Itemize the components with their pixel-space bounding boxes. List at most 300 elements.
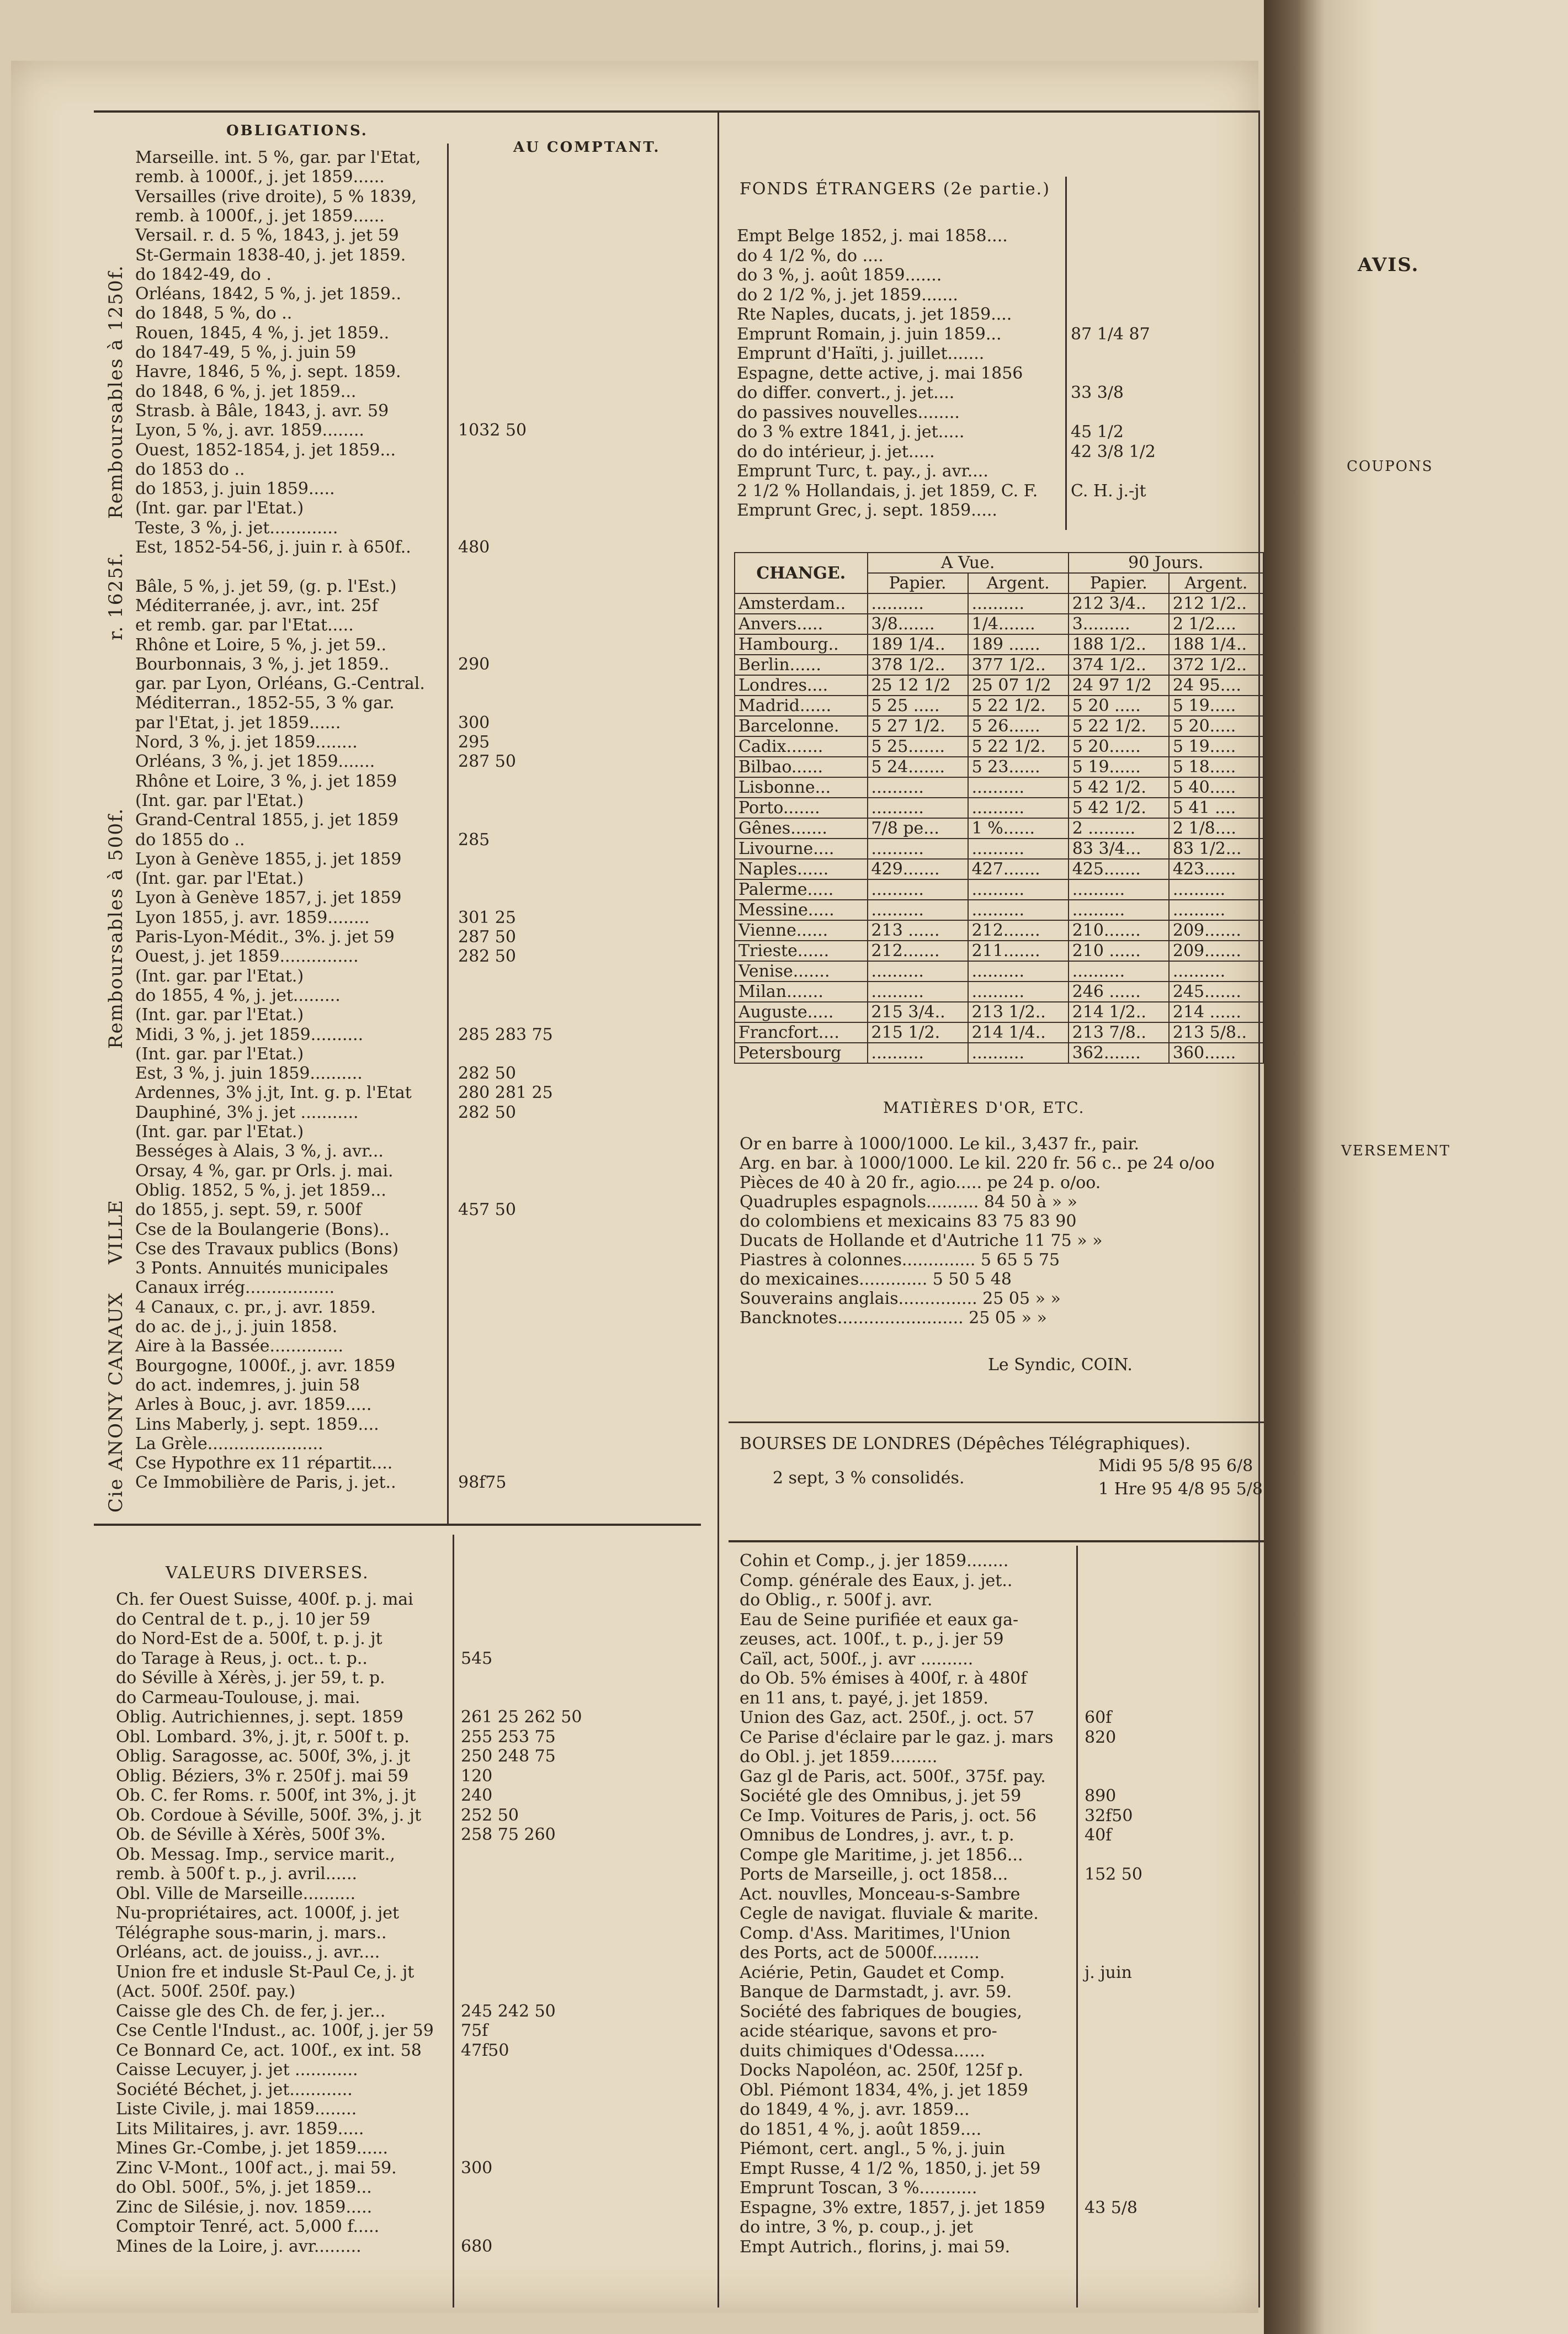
change-rate: 5 22 1/2. — [1069, 716, 1169, 736]
obligation-row-label: Lyon 1855, j. avr. 1859........ — [135, 908, 370, 927]
change-rate: .......... — [868, 839, 968, 859]
londres-consolides: 2 sept, 3 % consolidés. — [773, 1468, 965, 1488]
obligation-row-label: (Int. gar. par l'Etat.) — [135, 966, 304, 986]
valeur-row-label: Ob. Cordoue à Séville, 500f. 3%, j. jt — [116, 1805, 422, 1825]
change-rate: 212 1/2.. — [1169, 593, 1263, 614]
a-vue-header: A Vue. — [868, 553, 1069, 573]
right-bottom-row-label: Cohin et Comp., j. jer 1859........ — [740, 1551, 1009, 1571]
matieres-row: Pièces de 40 à 20 fr., agio..... pe 24 p. o/oo. — [740, 1173, 1101, 1192]
obligation-row-label: Bourgogne, 1000f., j. avr. 1859 — [135, 1356, 396, 1376]
change-rate: 213 1/2.. — [968, 1002, 1069, 1022]
valeur-row-label: Caisse Lecuyer, j. jet ............ — [116, 2060, 358, 2080]
obligation-row-label: do 1847-49, 5 %, j. juin 59 — [135, 343, 357, 362]
change-city: Palerme..... — [735, 879, 868, 900]
change-row — [735, 593, 1263, 614]
valeur-row-label: (Act. 500f. 250f. pay.) — [116, 1982, 296, 2001]
change-rate: 425....... — [1069, 859, 1169, 879]
change-city: Francfort.... — [735, 1022, 868, 1043]
change-rate: 360...... — [1169, 1043, 1263, 1063]
valeur-row-label: Société Béchet, j. jet............ — [116, 2080, 353, 2099]
change-rate: 213 ...... — [868, 920, 968, 941]
change-rate: 429....... — [868, 859, 968, 879]
change-rate: 374 1/2.. — [1069, 655, 1169, 675]
change-city: Livourne.... — [735, 839, 868, 859]
papier-header-2: Papier. — [1069, 573, 1169, 593]
change-city: Barcelonne. — [735, 716, 868, 736]
obligation-row-value: 285 — [458, 830, 490, 850]
change-row — [735, 736, 1263, 757]
change-rate: 188 1/4.. — [1169, 634, 1263, 655]
change-city: Amsterdam.. — [735, 593, 868, 614]
matieres-row: Piastres à colonnes.............. 5 65 5 75 — [740, 1250, 1060, 1270]
valeur-row-label: Mines Gr.-Combe, j. jet 1859...... — [116, 2139, 389, 2158]
change-rate: 5 20 ..... — [1069, 696, 1169, 716]
change-rate: .......... — [1169, 879, 1263, 900]
obligation-row-label: Méditerran., 1852-55, 3 % gar. — [135, 693, 395, 713]
fonds-row-label: Emprunt Romain, j. juin 1859... — [737, 324, 1002, 344]
change-rate: 2 1/2.... — [1169, 614, 1263, 634]
valeur-row-label: Télégraphe sous-marin, j. mars.. — [116, 1923, 387, 1943]
valeur-row-label: Oblig. Béziers, 3% r. 250f j. mai 59 — [116, 1766, 409, 1786]
change-city: Madrid...... — [735, 696, 868, 716]
right-bottom-row-label: do 1851, 4 %, j. août 1859.... — [740, 2119, 982, 2139]
change-rate: 214 1/4.. — [968, 1022, 1069, 1043]
change-rate: .......... — [868, 961, 968, 982]
right-bottom-row-label: Société gle des Omnibus, j. jet 59 — [740, 1786, 1022, 1806]
right-bottom-row-label: duits chimiques d'Odessa...... — [740, 2041, 985, 2061]
change-rate: 210 ...... — [1069, 941, 1169, 961]
change-row — [735, 920, 1263, 941]
change-rate: 209....... — [1169, 941, 1263, 961]
fonds-row-label: do 3 % extre 1841, j. jet..... — [737, 422, 965, 442]
obligation-row-label: Dauphiné, 3% j. jet ........... — [135, 1102, 359, 1122]
change-rate: 5 42 1/2. — [1069, 777, 1169, 798]
valeur-row-value: 47f50 — [461, 2040, 509, 2060]
change-row — [735, 900, 1263, 920]
obligation-row-label: do 1855, j. sept. 59, r. 500f — [135, 1200, 362, 1220]
valeur-row-label: Obl. Ville de Marseille.......... — [116, 1884, 356, 1903]
change-row — [735, 655, 1263, 675]
change-rate: .......... — [868, 777, 968, 798]
right-bottom-row-label: Omnibus de Londres, j. avr., t. p. — [740, 1826, 1014, 1845]
right-bottom-row-label: do Oblig., r. 500f j. avr. — [740, 1590, 933, 1610]
right-bottom-row-value: 32f50 — [1085, 1806, 1133, 1826]
change-rate: 210....... — [1069, 920, 1169, 941]
change-title: CHANGE. — [735, 553, 868, 593]
obligations-title: OBLIGATIONS. — [226, 123, 368, 139]
right-bottom-row-label: acide stéarique, savons et pro- — [740, 2022, 997, 2041]
obligation-values-rule — [447, 144, 449, 1524]
fonds-row-value: 87 1/4 87 — [1071, 324, 1150, 344]
obligation-row-label: do 1853, j. juin 1859..... — [135, 479, 335, 499]
obligation-row-label: Lyon à Genève 1857, j. jet 1859 — [135, 888, 402, 908]
valeur-row-value: 75f — [461, 2021, 488, 2040]
valeur-row-value: 258 75 260 — [461, 1825, 556, 1844]
right-bottom-row-label: Ce Parise d'éclaire par le gaz. j. mars — [740, 1727, 1054, 1747]
right-bottom-row-label: do Obl. j. jet 1859......... — [740, 1747, 938, 1767]
matieres-row: Arg. en bar. à 1000/1000. Le kil. 220 fr. 56 c.. pe 24 o/oo — [740, 1154, 1215, 1173]
right-bottom-row-label: zeuses, act. 100f., t. p., j. jer 59 — [740, 1630, 1004, 1649]
right-bottom-row-label: Eau de Seine purifiée et eaux ga- — [740, 1610, 1019, 1630]
valeur-row-value: 545 — [461, 1648, 493, 1668]
valeur-row-label: remb. à 500f t. p., j. avril...... — [116, 1864, 358, 1884]
change-row — [735, 961, 1263, 982]
right-bottom-row-label: do intre, 3 %, p. coup., j. jet — [740, 2218, 973, 2237]
valeur-row-label: Comptoir Tenré, act. 5,000 f..... — [116, 2217, 380, 2236]
change-rate: .......... — [1069, 879, 1169, 900]
right-bottom-row-label: Banque de Darmstadt, j. avr. 59. — [740, 1982, 1012, 2002]
valeur-row-value: 252 50 — [461, 1805, 519, 1825]
londres-heure: 1 Hre 95 4/8 95 5/8 — [1098, 1479, 1263, 1499]
change-rate: 5 22 1/2. — [968, 696, 1069, 716]
right-bottom-row-value: 820 — [1085, 1727, 1117, 1747]
right-bottom-row-label: Act. nouvlles, Monceau-s-Sambre — [740, 1884, 1020, 1904]
obligation-row-label: par l'Etat, j. jet 1859...... — [135, 713, 341, 733]
change-rate: 3/8....... — [868, 614, 968, 634]
change-rate: .......... — [968, 593, 1069, 614]
right-bottom-row-label: do Ob. 5% émises à 400f, r. à 480f — [740, 1669, 1027, 1688]
change-city: Petersbourg — [735, 1043, 868, 1063]
fonds-row-label: Emprunt d'Haïti, j. juillet....... — [737, 344, 985, 363]
change-city: Milan....... — [735, 982, 868, 1002]
change-row — [735, 716, 1263, 736]
change-city: Auguste..... — [735, 1002, 868, 1022]
fonds-values-rule — [1065, 177, 1067, 530]
change-rate: .......... — [968, 777, 1069, 798]
obligation-row-label: Rouen, 1845, 4 %, j. jet 1859.. — [135, 323, 390, 343]
matieres-row: Bancknotes........................ 25 05 » » — [740, 1308, 1047, 1328]
au-comptant-title: AU COMPTANT. — [513, 139, 661, 156]
obligation-row-label: Nord, 3 %, j. jet 1859........ — [135, 733, 358, 752]
right-bottom-row-label: Obl. Piémont 1834, 4%, j. jet 1859 — [740, 2080, 1028, 2100]
fonds-row-label: Empt Belge 1852, j. mai 1858.... — [737, 226, 1008, 246]
change-rate: 245....... — [1169, 982, 1263, 1002]
obligation-row-value: 457 50 — [458, 1200, 516, 1220]
right-bottom-row-label: Caïl, act, 500f., j. avr .......... — [740, 1649, 974, 1669]
londres-midi: Midi 95 5/8 95 6/8 — [1098, 1456, 1253, 1476]
right-bottom-row-label: Espagne, 3% extre, 1857, j. jet 1859 — [740, 2198, 1045, 2218]
obligation-row-label: Lyon à Genève 1855, j. jet 1859 — [135, 849, 402, 869]
change-rate: .......... — [968, 900, 1069, 920]
change-row — [735, 757, 1263, 777]
valeur-row-label: do Obl. 500f., 5%, j. jet 1859... — [116, 2178, 372, 2197]
obligation-row-label: (Int. gar. par l'Etat.) — [135, 1005, 304, 1025]
change-table — [734, 552, 1264, 1064]
change-rate: .......... — [968, 982, 1069, 1002]
change-row — [735, 696, 1263, 716]
obligation-row-label: Ardennes, 3% j.jt, Int. g. p. l'Etat — [135, 1083, 412, 1103]
londres-rule — [729, 1421, 1264, 1423]
change-rate: 212 3/4.. — [1069, 593, 1169, 614]
change-rate: .......... — [968, 961, 1069, 982]
change-city: Berlin...... — [735, 655, 868, 675]
change-rate: .......... — [868, 798, 968, 818]
valeurs-title: VALEURS DIVERSES. — [166, 1563, 369, 1583]
change-city: Messine..... — [735, 900, 868, 920]
valeur-row-label: Ob. de Séville à Xérès, 500f 3%. — [116, 1825, 386, 1844]
change-rate: 427....... — [968, 859, 1069, 879]
valeur-row-label: Zinc de Silésie, j. nov. 1859..... — [116, 2197, 373, 2217]
valeur-row-value: 300 — [461, 2158, 493, 2178]
change-rate: .......... — [868, 900, 968, 920]
valeur-row-label: Oblig. Saragosse, ac. 500f, 3%, j. jt — [116, 1747, 411, 1766]
right-bottom-row-label: Piémont, cert. angl., 5 %, j. juin — [740, 2139, 1006, 2158]
matieres-row: do colombiens et mexicains 83 75 83 90 — [740, 1212, 1077, 1231]
valeur-row-value: 245 242 50 — [461, 2001, 556, 2021]
obligation-row-value: 295 — [458, 733, 490, 752]
right-bottom-row-label: Comp. générale des Eaux, j. jet.. — [740, 1571, 1013, 1590]
change-rate: .......... — [868, 879, 968, 900]
obligation-row-value: 1032 50 — [458, 421, 527, 441]
obligation-row-label: Arles à Bouc, j. avr. 1859..... — [135, 1395, 372, 1415]
fonds-row-label: do differ. convert., j. jet.... — [737, 383, 955, 402]
change-rate: 5 42 1/2. — [1069, 798, 1169, 818]
change-city: Trieste...... — [735, 941, 868, 961]
fonds-row-value: 45 1/2 — [1071, 422, 1124, 442]
obligation-row-label: do 1848, 5 %, do .. — [135, 304, 293, 323]
change-rate: 214 1/2.. — [1069, 1002, 1169, 1022]
right-bottom-top-rule — [729, 1540, 1264, 1542]
change-rate: 372 1/2.. — [1169, 655, 1263, 675]
group-label-1250: Remboursables à 1250f. — [105, 264, 127, 519]
fonds-row-label: do do intérieur, j. jet..... — [737, 442, 935, 462]
fonds-row-label: do 2 1/2 %, j. jet 1859....... — [737, 285, 958, 305]
valeur-row-label: do Central de t. p., j. 10 jer 59 — [116, 1609, 370, 1629]
valeur-row-label: Ob. Messag. Imp., service marit., — [116, 1844, 395, 1864]
change-rate: 378 1/2.. — [868, 655, 968, 675]
londres-title: BOURSES DE LONDRES (Dépêches Télégraphiques). — [740, 1434, 1191, 1454]
change-rate: .......... — [968, 839, 1069, 859]
versement-note: VERSEMENT — [1341, 1143, 1450, 1159]
change-rate: 5 40..... — [1169, 777, 1263, 798]
obligation-row-label: Est, 3 %, j. juin 1859.......... — [135, 1064, 363, 1084]
valeur-row-label: Ob. C. fer Roms. r. 500f, int 3%, j. jt — [116, 1786, 416, 1805]
change-rate: 212....... — [968, 920, 1069, 941]
obligation-row-label: Midi, 3 %, j. jet 1859.......... — [135, 1025, 364, 1044]
change-row — [735, 1043, 1263, 1063]
right-bottom-row-label: en 11 ans, t. payé, j. jet 1859. — [740, 1688, 988, 1708]
right-bottom-row-label: Ce Imp. Voitures de Paris, j. oct. 56 — [740, 1806, 1037, 1826]
top-rule — [94, 110, 1258, 113]
obligation-row-label: do 1855, 4 %, j. jet......... — [135, 985, 341, 1005]
group-label-1625: r. 1625f. — [105, 551, 127, 640]
right-bottom-row-value: 60f — [1085, 1708, 1112, 1727]
obligation-row-label: Rhône et Loire, 3 %, j. jet 1859 — [135, 771, 397, 791]
obligation-row-value: 480 — [458, 538, 490, 557]
change-rate: 5 26...... — [968, 716, 1069, 736]
fonds-row-label: do passives nouvelles........ — [737, 402, 960, 422]
change-rate: .......... — [1069, 900, 1169, 920]
obligation-row-value: 98f75 — [458, 1473, 507, 1493]
change-rate: 5 25 ..... — [868, 696, 968, 716]
right-bottom-row-label: Ports de Marseille, j. oct 1858... — [740, 1865, 1008, 1884]
change-rate: .......... — [1069, 961, 1169, 982]
right-bottom-row-label: Empt Russe, 4 1/2 %, 1850, j. jet 59 — [740, 2158, 1041, 2178]
change-rate: 362....... — [1069, 1043, 1169, 1063]
change-rate: 25 07 1/2 — [968, 675, 1069, 696]
obligation-row-label: Strasb. à Bâle, 1843, j. avr. 59 — [135, 401, 389, 421]
obligation-row-label: remb. à 1000f., j. jet 1859...... — [135, 167, 385, 187]
change-row — [735, 777, 1263, 798]
group-label-canaux: CANAUX — [105, 1292, 127, 1386]
change-rate: 5 23...... — [968, 757, 1069, 777]
right-bottom-row-value: 43 5/8 — [1085, 2198, 1138, 2218]
page-gutter — [1264, 0, 1568, 2334]
change-rate: 5 22 1/2. — [968, 736, 1069, 757]
change-rate: 5 19..... — [1169, 696, 1263, 716]
valeur-row-value: 250 248 75 — [461, 1747, 556, 1766]
change-rate: 5 19...... — [1069, 757, 1169, 777]
change-row — [735, 859, 1263, 879]
change-city: Gênes....... — [735, 818, 868, 839]
change-rate: .......... — [968, 1043, 1069, 1063]
valeur-row-label: Zinc V-Mont., 100f act., j. mai 59. — [116, 2158, 397, 2178]
change-rate: 213 5/8.. — [1169, 1022, 1263, 1043]
change-city: Cadix....... — [735, 736, 868, 757]
right-bottom-row-label: Comp. d'Ass. Maritimes, l'Union — [740, 1923, 1011, 1943]
obligation-row-label: do 1855 do .. — [135, 830, 245, 850]
obligation-row-label: Teste, 3 %, j. jet............. — [135, 518, 338, 538]
obligation-row-label: Oblig. 1852, 5 %, j. jet 1859... — [135, 1180, 386, 1200]
fonds-row-label: Emprunt Grec, j. sept. 1859..... — [737, 501, 997, 520]
valeur-row-value: 261 25 262 50 — [461, 1707, 582, 1727]
obligation-row-label: Orléans, 3 %, j. jet 1859....... — [135, 752, 375, 772]
obligation-row-label: Bességes à Alais, 3 %, j. avr... — [135, 1142, 384, 1161]
obligation-row-label: et remb. gar. par l'Etat..... — [135, 616, 354, 635]
change-rate: 5 24....... — [868, 757, 968, 777]
change-city: Naples...... — [735, 859, 868, 879]
change-rate: 25 12 1/2 — [868, 675, 968, 696]
change-rate: 209....... — [1169, 920, 1263, 941]
change-rate: 5 18..... — [1169, 757, 1263, 777]
change-rate: 5 20...... — [1069, 736, 1169, 757]
change-rate: 377 1/2.. — [968, 655, 1069, 675]
obligation-row-label: do ac. de j., j. juin 1858. — [135, 1317, 338, 1336]
fonds-row-label: Emprunt Turc, t. pay., j. avr.... — [737, 462, 988, 481]
obligation-row-label: Orsay, 4 %, gar. pr Orls. j. mai. — [135, 1161, 394, 1181]
right-bottom-row-label: Compe gle Maritime, j. jet 1856... — [740, 1845, 1023, 1865]
valeur-row-label: Liste Civile, j. mai 1859........ — [116, 2099, 357, 2119]
right-bottom-row-value: 890 — [1085, 1786, 1117, 1806]
obligation-row-label: gar. par Lyon, Orléans, G.-Central. — [135, 674, 425, 694]
obligation-row-label: Paris-Lyon-Médit., 3%. j. jet 59 — [135, 927, 395, 947]
obligation-row-label: Havre, 1846, 5 %, j. sept. 1859. — [135, 362, 401, 382]
obligation-row-value: 300 — [458, 713, 490, 733]
valeur-row-label: do Nord-Est de a. 500f, t. p. j. jt — [116, 1629, 382, 1648]
change-row — [735, 634, 1263, 655]
obligation-row-label: do 1848, 6 %, j. jet 1859... — [135, 381, 357, 401]
group-label-canony: Cie ANONY — [105, 1391, 127, 1513]
change-city: Bilbao...... — [735, 757, 868, 777]
right-bottom-row-value: 152 50 — [1085, 1865, 1142, 1884]
change-rate: 7/8 pe... — [868, 818, 968, 839]
change-rate: .......... — [868, 982, 968, 1002]
right-bottom-row-label: do 1849, 4 %, j. avr. 1859... — [740, 2100, 970, 2119]
right-bottom-row-label: Société des fabriques de bougies, — [740, 2002, 1022, 2022]
change-rate: .......... — [868, 593, 968, 614]
obligation-row-value: 282 50 — [458, 947, 516, 967]
obligation-row-label: Ce Immobilière de Paris, j. jet.. — [135, 1473, 396, 1493]
valeur-row-label: Lits Militaires, j. avr. 1859..... — [116, 2119, 364, 2139]
obligation-row-label: Est, 1852-54-56, j. juin r. à 650f.. — [135, 538, 411, 557]
obligation-row-label: La Grèle...................... — [135, 1434, 323, 1454]
right-bottom-row-label: Empt Autrich., florins, j. mai 59. — [740, 2237, 1011, 2257]
change-rate: .......... — [868, 1043, 968, 1063]
valeur-row-label: do Carmeau-Toulouse, j. mai. — [116, 1688, 360, 1707]
fonds-row-value: C. H. j.-jt — [1071, 481, 1146, 501]
change-rate: 5 25....... — [868, 736, 968, 757]
change-rate: .......... — [1169, 900, 1263, 920]
obligation-row-label: (Int. gar. par l'Etat.) — [135, 1122, 304, 1142]
change-rate: 5 20..... — [1169, 716, 1263, 736]
valeur-row-value: 120 — [461, 1766, 493, 1786]
valeur-row-label: Oblig. Autrichiennes, j. sept. 1859 — [116, 1707, 403, 1727]
obligation-row-label: (Int. gar. par l'Etat.) — [135, 791, 304, 810]
change-city: Hambourg.. — [735, 634, 868, 655]
obligation-row-label: Marseille. int. 5 %, gar. par l'Etat, — [135, 148, 421, 167]
jours-header: 90 Jours. — [1069, 553, 1263, 573]
valeur-row-label: Caisse gle des Ch. de fer, j. jer... — [116, 2001, 386, 2021]
change-row — [735, 982, 1263, 1002]
obligation-row-value: 282 50 — [458, 1102, 516, 1122]
obligation-row-label: Lins Maberly, j. sept. 1859.... — [135, 1414, 379, 1434]
right-bottom-row-label: des Ports, act de 5000f......... — [740, 1943, 980, 1962]
right-bottom-row-label: Emprunt Toscan, 3 %........... — [740, 2178, 977, 2198]
obligation-row-value: 287 50 — [458, 927, 516, 947]
change-city: Vienne...... — [735, 920, 868, 941]
matieres-row: Quadruples espagnols.......... 84 50 à » » — [740, 1192, 1077, 1212]
right-bottom-row-label: Aciérie, Petin, Gaudet et Comp. — [740, 1962, 1005, 1982]
change-rate: .......... — [968, 798, 1069, 818]
change-city: Londres.... — [735, 675, 868, 696]
valeurs-values-rule — [453, 1535, 454, 2308]
right-bottom-values-rule — [1076, 1546, 1078, 2308]
obligation-row-label: do act. indemres, j. juin 58 — [135, 1375, 360, 1395]
change-rate: 2 1/8.... — [1169, 818, 1263, 839]
matieres-title: MATIÈRES D'OR, ETC. — [883, 1099, 1085, 1117]
change-rate: 1 %...... — [968, 818, 1069, 839]
change-rate: 5 19..... — [1169, 736, 1263, 757]
coupons-note: COUPONS — [1347, 458, 1433, 475]
change-rate: 189 ...... — [968, 634, 1069, 655]
valeur-row-value: 680 — [461, 2236, 493, 2256]
change-city: Porto....... — [735, 798, 868, 818]
obligation-row-label: 3 Ponts. Annuités municipales — [135, 1259, 389, 1279]
change-rate: 188 1/2.. — [1069, 634, 1169, 655]
obligation-row-label: St-Germain 1838-40, j. jet 1859. — [135, 245, 406, 265]
obligation-row-value: 290 — [458, 654, 490, 674]
valeur-row-label: Obl. Lombard. 3%, j. jt, r. 500f t. p. — [116, 1727, 410, 1747]
obligation-row-label: Lyon, 5 %, j. avr. 1859........ — [135, 421, 364, 441]
valeur-row-label: Cse Centle l'Indust., ac. 100f, j. jer 59 — [116, 2021, 434, 2040]
obligation-row-label: Cse Hypothre ex 11 répartit.... — [135, 1454, 393, 1473]
obligation-row-label: Aire à la Bassée.............. — [135, 1336, 344, 1356]
fonds-row-value: 33 3/8 — [1071, 383, 1124, 402]
valeur-row-value: 255 253 75 — [461, 1727, 556, 1747]
change-row — [735, 1002, 1263, 1022]
matieres-row: Or en barre à 1000/1000. Le kil., 3,437 fr., pair. — [740, 1134, 1140, 1154]
argent-header-1: Argent. — [968, 573, 1069, 593]
change-rate: 2 ......... — [1069, 818, 1169, 839]
obligation-row-value: 287 50 — [458, 752, 516, 772]
syndic-signature: Le Syndic, COIN. — [988, 1355, 1133, 1375]
change-city: Anvers..... — [735, 614, 868, 634]
group-label-ville: VILLE — [105, 1199, 127, 1264]
obligation-row-label: Ouest, j. jet 1859............... — [135, 947, 359, 967]
papier-header-1: Papier. — [868, 573, 968, 593]
obligation-row-label: Bâle, 5 %, j. jet 59, (g. p. l'Est.) — [135, 576, 397, 596]
change-rate: 212....... — [868, 941, 968, 961]
